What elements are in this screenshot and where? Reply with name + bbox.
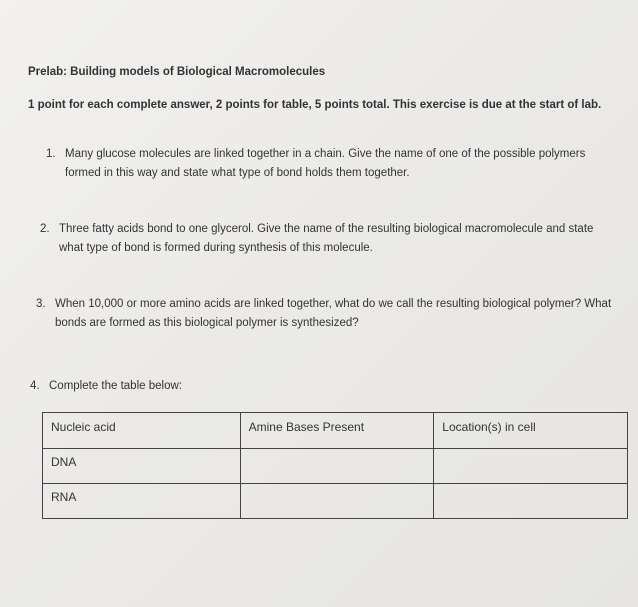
table-row [43, 449, 628, 484]
header-location: Location(s) in cell [434, 413, 628, 449]
question-4 [30, 377, 430, 396]
grading-instructions: 1 point for each complete answer, 2 points for table, 5 points total. This exercise is due at the start of lab. [28, 99, 602, 111]
cell-location[interactable] [434, 449, 628, 484]
cell-location[interactable] [434, 484, 628, 519]
cell-nucleic-acid: DNA [43, 449, 241, 484]
question-number: 2. [40, 223, 50, 235]
table-header-row [43, 413, 628, 449]
question-text: Many glucose molecules are linked together in a chain. Give the name of one of the possible polymers formed in this way and state what type of bond holds them together. [65, 148, 586, 179]
question-1 [46, 145, 586, 183]
cell-amine-bases[interactable] [240, 484, 434, 519]
header-nucleic-acid: Nucleic acid [43, 413, 241, 449]
cell-nucleic-acid: RNA [43, 484, 241, 519]
cell-amine-bases[interactable] [240, 449, 434, 484]
question-number: 1. [46, 148, 56, 160]
question-text: Three fatty acids bond to one glycerol. Give the name of the resulting biological macromolecule and state what type of bond is formed during synthesis of this molecule. [59, 223, 594, 254]
page-title: Prelab: Building models of Biological Macromolecules [28, 66, 326, 78]
question-text: Complete the table below: [49, 380, 182, 392]
question-text: When 10,000 or more amino acids are linked together, what do we call the resulting biological polymer? What bonds are formed as this biological polymer is synthesized? [55, 298, 612, 329]
question-number: 3. [36, 298, 46, 310]
question-number: 4. [30, 380, 40, 392]
question-3 [36, 295, 616, 333]
table-row [43, 484, 628, 519]
nucleic-acid-table [42, 412, 628, 519]
header-amine-bases: Amine Bases Present [240, 413, 434, 449]
question-2 [40, 220, 610, 258]
